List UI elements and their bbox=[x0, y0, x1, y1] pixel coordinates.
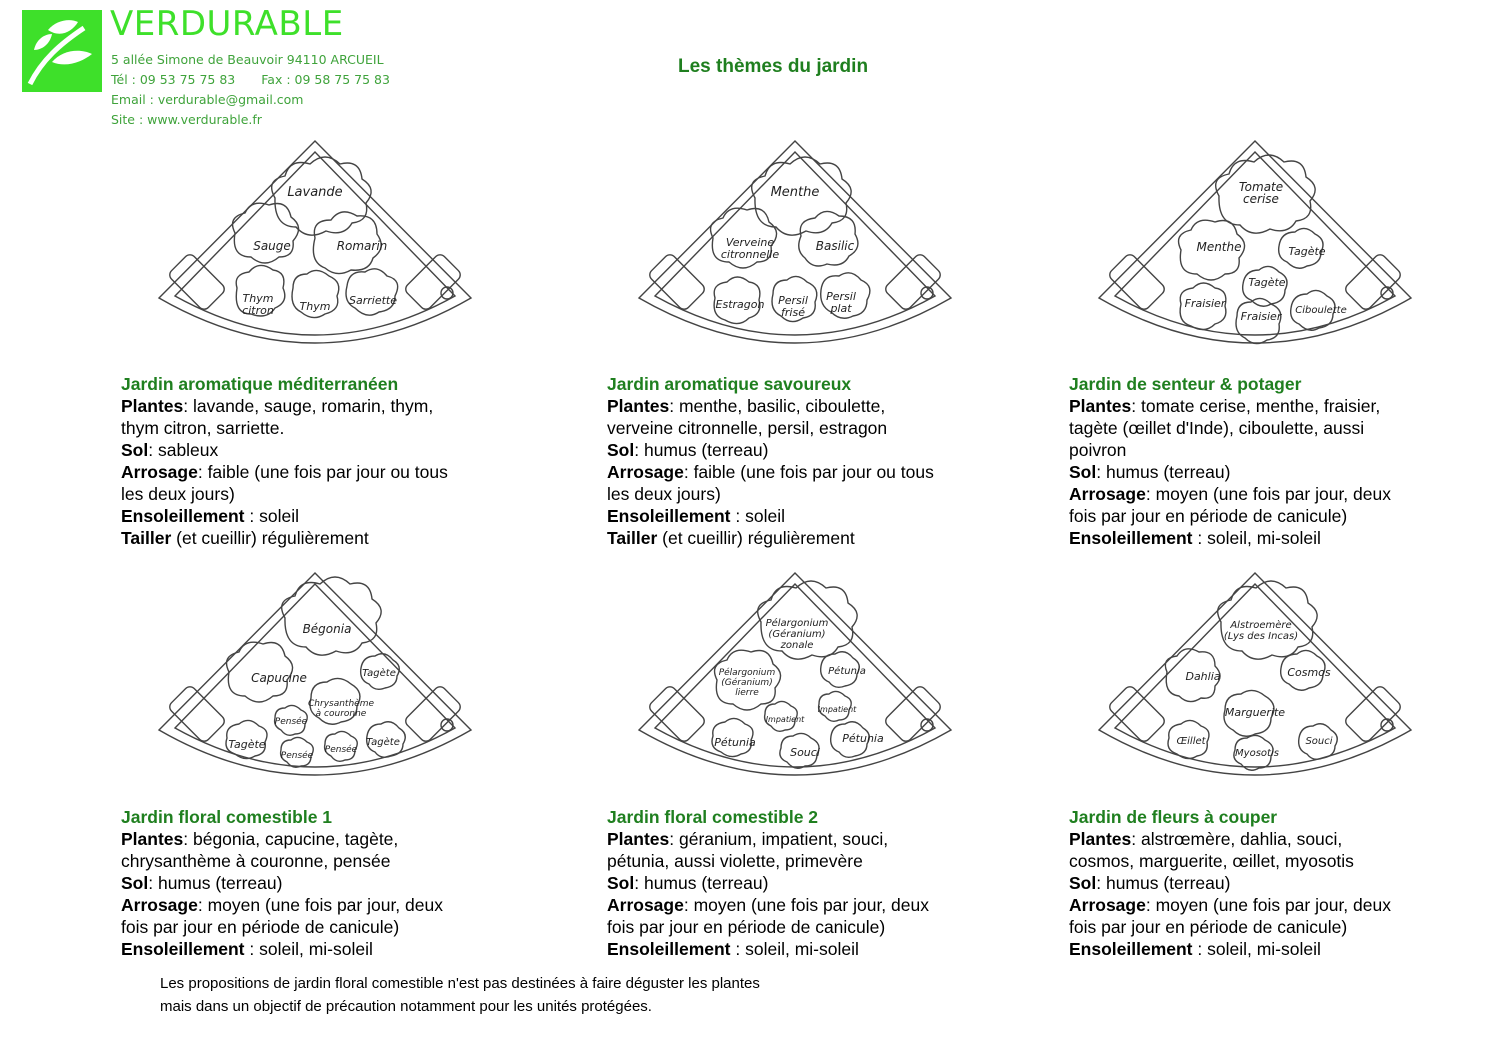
plant-label: Pensée bbox=[280, 751, 314, 761]
soil-line: Sol: humus (terreau) bbox=[607, 873, 769, 893]
plant-label: Persil bbox=[778, 294, 808, 307]
plant-label: Bégonia bbox=[302, 622, 352, 636]
plant-label: Lavande bbox=[287, 185, 343, 200]
plants-line: Plantes: menthe, basilic, ciboulette, bbox=[607, 396, 886, 416]
plant-label: Tagète bbox=[1248, 276, 1286, 289]
garden-plan-6 bbox=[1095, 570, 1415, 800]
plant-label: Pétunia bbox=[842, 732, 884, 745]
plant-label: Tagète bbox=[366, 737, 400, 748]
plant-label: lierre bbox=[735, 688, 759, 698]
plant-label: Persil bbox=[826, 290, 856, 303]
leaf-logo-icon bbox=[22, 10, 102, 92]
plant-label: Pétunia bbox=[828, 666, 866, 677]
plant-label: Alstroemère bbox=[1230, 620, 1292, 631]
watering-line-2: fois par jour en période de canicule) bbox=[1069, 917, 1348, 937]
watering-line: Arrosage: moyen (une fois par jour, deux bbox=[607, 895, 929, 915]
garden-plan-2 bbox=[635, 138, 955, 368]
plant-label: Basilic bbox=[815, 239, 855, 253]
plants-line-2: tagète (œillet d'Inde), ciboulette, aussi bbox=[1069, 418, 1365, 438]
plant-label: Marguerite bbox=[1224, 706, 1286, 719]
plant-label: Thym bbox=[242, 292, 274, 305]
footnote bbox=[160, 972, 760, 1018]
garden-card-5 bbox=[607, 806, 929, 960]
brand-name: VERDURABLE bbox=[110, 4, 344, 44]
garden-title: Jardin floral comestible 2 bbox=[607, 807, 819, 827]
plants-line-2: verveine citronnelle, persil, estragon bbox=[607, 418, 888, 438]
plants-line-3: poivron bbox=[1069, 440, 1127, 460]
watering-line-2: les deux jours) bbox=[121, 484, 235, 504]
garden-title: Jardin aromatique méditerranéen bbox=[121, 374, 399, 394]
watering-line: Arrosage: moyen (une fois par jour, deux bbox=[1069, 484, 1391, 504]
soil-line: Sol: humus (terreau) bbox=[1069, 462, 1231, 482]
plant-label: Fraisier bbox=[1184, 297, 1226, 310]
plant-label: Menthe bbox=[770, 185, 820, 200]
plant-label: Chrysanthème bbox=[308, 699, 374, 709]
plants-line-2: chrysanthème à couronne, pensée bbox=[121, 851, 391, 871]
plant-label: citronnelle bbox=[720, 248, 780, 261]
watering-line-2: fois par jour en période de canicule) bbox=[121, 917, 400, 937]
plant-label: frisé bbox=[781, 306, 805, 319]
plant-label: (Lys des Incas) bbox=[1223, 631, 1299, 642]
plant-label: Capucine bbox=[251, 671, 307, 685]
garden-diagram-6 bbox=[1095, 570, 1415, 800]
watering-line: Arrosage: faible (une fois par jour ou tous bbox=[607, 462, 934, 482]
watering-line: Arrosage: moyen (une fois par jour, deux bbox=[121, 895, 443, 915]
garden-diagram-2 bbox=[635, 138, 955, 368]
plant-label: Impatient bbox=[817, 705, 857, 714]
garden-plan-5 bbox=[635, 570, 955, 800]
plant-label: Estragon bbox=[715, 298, 765, 311]
plants-line-2: cosmos, marguerite, œillet, myosotis bbox=[1069, 851, 1354, 871]
plant-label: Myosotis bbox=[1235, 748, 1279, 759]
fax: Fax : 09 58 75 75 83 bbox=[261, 72, 390, 87]
plant-label: Menthe bbox=[1196, 240, 1242, 254]
plants-line-2: pétunia, aussi violette, primevère bbox=[607, 851, 863, 871]
watering-line: Arrosage: moyen (une fois par jour, deux bbox=[1069, 895, 1391, 915]
plant-label: Verveine bbox=[725, 236, 775, 249]
garden-title: Jardin floral comestible 1 bbox=[121, 807, 333, 827]
footnote-line-1: Les propositions de jardin floral comestible n'est pas destinées à faire déguster les plantes bbox=[160, 975, 760, 992]
sunlight-line: Ensoleillement : soleil, mi-soleil bbox=[1069, 939, 1321, 959]
soil-line: Sol: humus (terreau) bbox=[1069, 873, 1231, 893]
plant-label: Souci bbox=[790, 746, 820, 759]
garden-card-4 bbox=[121, 806, 443, 960]
plant-label: Cosmos bbox=[1287, 666, 1331, 679]
garden-title: Jardin de fleurs à couper bbox=[1069, 807, 1278, 827]
phone: Tél : 09 53 75 75 83 bbox=[111, 72, 236, 87]
website: Site : www.verdurable.fr bbox=[111, 112, 262, 127]
plant-label: Tagète bbox=[1288, 245, 1326, 258]
garden-diagram-1 bbox=[155, 138, 475, 368]
plant-label: Pélargonium bbox=[765, 618, 829, 629]
plants-line: Plantes: géranium, impatient, souci, bbox=[607, 829, 889, 849]
plants-line-2: thym citron, sarriette. bbox=[121, 418, 285, 438]
plant-label: Pélargonium bbox=[718, 668, 776, 678]
plant-label: Impatient bbox=[765, 715, 805, 724]
plant-label: Œillet bbox=[1176, 736, 1206, 747]
plants-line: Plantes: bégonia, capucine, tagète, bbox=[121, 829, 399, 849]
watering-line-2: fois par jour en période de canicule) bbox=[1069, 506, 1348, 526]
phone-fax bbox=[111, 70, 390, 90]
garden-plan-3 bbox=[1095, 138, 1415, 368]
plant-label: Souci bbox=[1305, 736, 1333, 747]
plant-label: (Géranium) bbox=[768, 629, 826, 640]
watering-line-2: fois par jour en période de canicule) bbox=[607, 917, 886, 937]
plant-label: Sarriette bbox=[349, 294, 397, 307]
plant-label: à couronne bbox=[315, 709, 367, 719]
soil-line: Sol: humus (terreau) bbox=[607, 440, 769, 460]
plant-label: citron bbox=[242, 304, 274, 317]
plant-label: Tomate bbox=[1238, 180, 1284, 194]
plant-label: cerise bbox=[1243, 192, 1279, 206]
page-title: Les thèmes du jardin bbox=[678, 56, 869, 77]
prune-line: Tailler (et cueillir) régulièrement bbox=[607, 528, 855, 548]
plant-label: Romarin bbox=[336, 239, 388, 253]
garden-card-3 bbox=[1069, 373, 1391, 549]
email: Email : verdurable@gmail.com bbox=[111, 92, 304, 107]
plant-label: Tagète bbox=[228, 738, 266, 751]
garden-diagram-5 bbox=[635, 570, 955, 800]
garden-card-6 bbox=[1069, 806, 1391, 960]
plant-label: (Géranium) bbox=[721, 678, 773, 688]
sunlight-line: Ensoleillement : soleil bbox=[121, 506, 299, 526]
sunlight-line: Ensoleillement : soleil, mi-soleil bbox=[121, 939, 373, 959]
soil-line: Sol: sableux bbox=[121, 440, 219, 460]
plant-label: zonale bbox=[780, 640, 814, 651]
plant-label: Thym bbox=[299, 300, 331, 313]
prune-line: Tailler (et cueillir) régulièrement bbox=[121, 528, 369, 548]
plant-label: Ciboulette bbox=[1295, 305, 1347, 316]
soil-line: Sol: humus (terreau) bbox=[121, 873, 283, 893]
address: 5 allée Simone de Beauvoir 94110 ARCUEIL bbox=[111, 52, 384, 67]
sunlight-line: Ensoleillement : soleil, mi-soleil bbox=[607, 939, 859, 959]
garden-plan-4 bbox=[155, 570, 475, 800]
sunlight-line: Ensoleillement : soleil, mi-soleil bbox=[1069, 528, 1321, 548]
garden-title: Jardin aromatique savoureux bbox=[607, 374, 852, 394]
plant-label: Pensée bbox=[274, 717, 308, 727]
plant-label: Sauge bbox=[253, 239, 291, 253]
garden-card-1 bbox=[121, 373, 448, 549]
garden-title: Jardin de senteur & potager bbox=[1069, 374, 1302, 394]
plant-label: plat bbox=[830, 302, 852, 315]
footnote-line-2: mais dans un objectif de précaution notamment pour les unités protégées. bbox=[160, 998, 652, 1015]
plants-line: Plantes: alstrœmère, dahlia, souci, bbox=[1069, 829, 1343, 849]
garden-diagram-3 bbox=[1095, 138, 1415, 368]
plant-label: Pensée bbox=[324, 745, 358, 755]
garden-card-2 bbox=[607, 373, 934, 549]
plants-line: Plantes: tomate cerise, menthe, fraisier, bbox=[1069, 396, 1381, 416]
garden-plan-1 bbox=[155, 138, 475, 368]
plant-label: Fraisier bbox=[1240, 310, 1282, 323]
plants-line: Plantes: lavande, sauge, romarin, thym, bbox=[121, 396, 434, 416]
plant-label: Pétunia bbox=[714, 736, 756, 749]
watering-line: Arrosage: faible (une fois par jour ou tous bbox=[121, 462, 448, 482]
plant-label: Dahlia bbox=[1185, 670, 1221, 683]
contact-block bbox=[111, 50, 390, 130]
sunlight-line: Ensoleillement : soleil bbox=[607, 506, 785, 526]
garden-diagram-4 bbox=[155, 570, 475, 800]
plant-label: Tagète bbox=[362, 668, 396, 679]
watering-line-2: les deux jours) bbox=[607, 484, 721, 504]
